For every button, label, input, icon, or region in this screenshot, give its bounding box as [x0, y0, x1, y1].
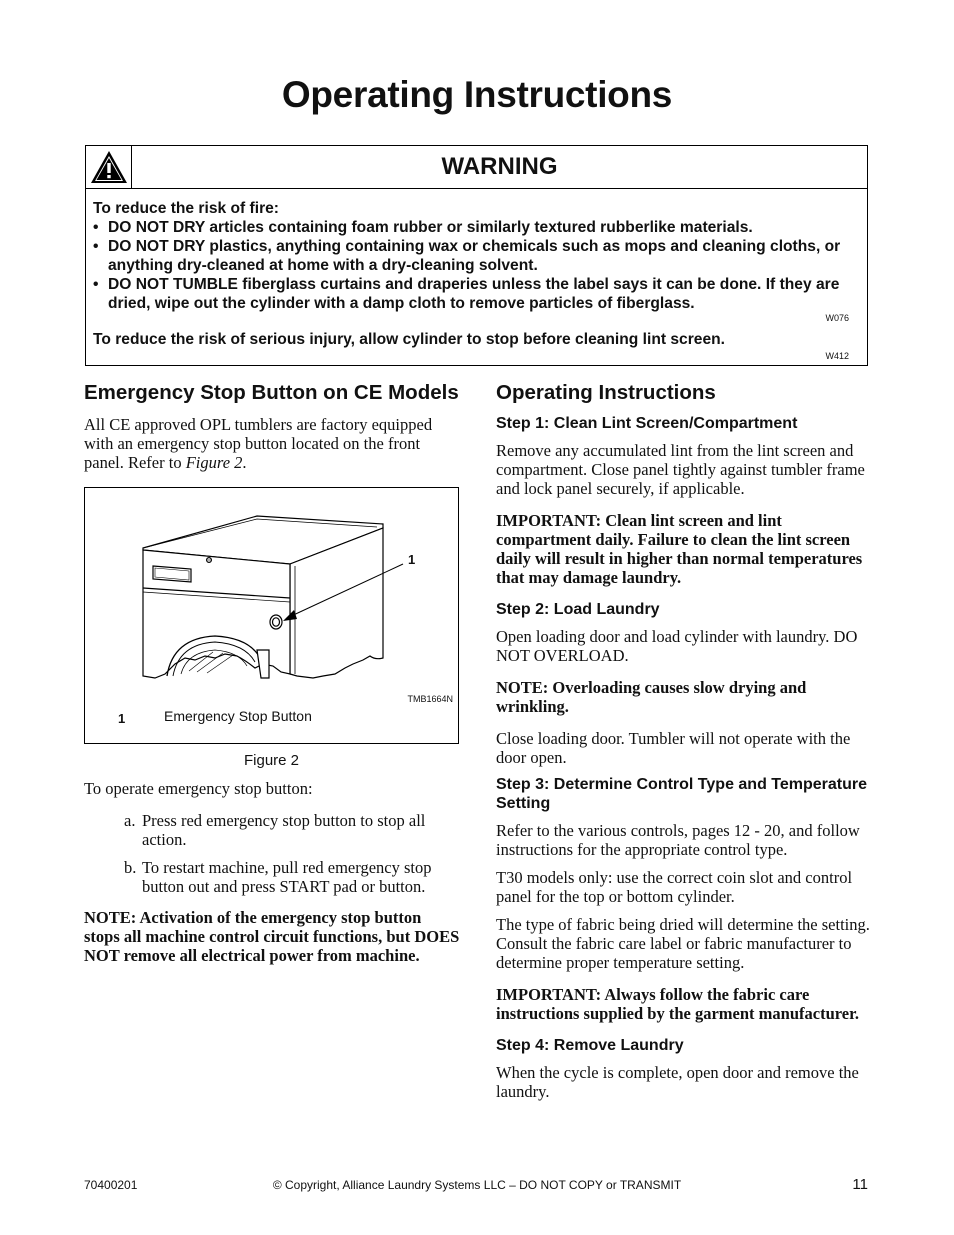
step3-heading: Step 3: Determine Control Type and Temperature Setting — [496, 776, 868, 812]
figure-callout-marker: 1 — [408, 552, 416, 567]
footer — [84, 1176, 870, 1196]
operate-steps — [84, 811, 460, 896]
warning-icon-cell — [86, 146, 132, 188]
step3-text2: T30 models only: use the correct coin slot and control panel for the top or bottom cylinder. — [496, 868, 853, 906]
warning-body — [93, 199, 851, 313]
figure-caption: Figure 2 — [243, 752, 300, 769]
warning-item: • DO NOT DRY plastics, anything containing wax or chemicals such as mops and cleaning cloths, or anything dry-cleaned at home with a dry-cleaning solvent. — [93, 237, 851, 275]
step1-heading: Step 1: Clean Lint Screen/Compartment — [496, 415, 798, 432]
intro-text: All CE approved OPL tumblers are factory equipped with an emergency stop button located on the front panel. Refer to — [84, 415, 433, 472]
warning-list — [93, 218, 851, 313]
tumbler-illustration — [85, 488, 458, 743]
warning-injury-code: W412 — [825, 351, 849, 361]
operate-step — [124, 811, 460, 849]
step-text: Press red emergency stop button to stop all action. — [142, 811, 426, 849]
step1-important: IMPORTANT: Clean lint screen and lint compartment daily. Failure to clean the lint screen daily will result in higher than normal temperatures that may damage laundry. — [496, 511, 863, 587]
figure-code: TMB1664N — [407, 694, 453, 704]
intro-end: . — [242, 453, 247, 472]
step4-heading: Step 4: Remove Laundry — [496, 1037, 684, 1054]
left-column — [84, 380, 460, 978]
step4-text: When the cycle is complete, open door and remove the laundry. — [496, 1063, 859, 1101]
operate-step — [124, 858, 460, 896]
step2-note: NOTE: Overloading causes slow drying and wrinkling. — [496, 678, 807, 716]
step2-heading: Step 2: Load Laundry — [496, 601, 660, 618]
step-marker: a. — [124, 811, 136, 830]
copyright-notice: © Copyright, Alliance Laundry Systems LLC – DO NOT COPY or TRANSMIT — [272, 1178, 682, 1192]
step-text: To restart machine, pull red emergency stop button out and press START pad or button. — [142, 858, 432, 896]
page-number: 11 — [852, 1176, 868, 1193]
figure-2 — [84, 487, 459, 744]
emergency-stop-note: NOTE: Activation of the emergency stop button stops all machine control circuit functions, but DOES NOT remove all electrical power from machine. — [84, 908, 460, 965]
callout-number: 1 — [118, 711, 126, 726]
step2-text: Open loading door and load cylinder with laundry. DO NOT OVERLOAD. — [496, 627, 858, 665]
emergency-stop-heading: Emergency Stop Button on CE Models — [84, 381, 459, 404]
step2-text2: Close loading door. Tumbler will not operate with the door open. — [496, 729, 851, 767]
warning-box — [85, 145, 868, 366]
step3-text3: The type of fabric being dried will determine the setting. Consult the fabric care label or fabric manufacturer to determine proper temperature setting. — [496, 915, 870, 972]
warning-triangle-icon — [90, 150, 128, 184]
step-marker: b. — [124, 858, 137, 877]
operating-instructions-heading: Operating Instructions — [496, 381, 716, 404]
page-title: Operating Instructions — [281, 74, 673, 115]
figure-reference[interactable]: Figure 2 — [185, 453, 243, 472]
warning-injury-text: To reduce the risk of serious injury, allow cylinder to stop before cleaning lint screen. — [93, 331, 725, 348]
callout-label: Emergency Stop Button — [164, 708, 312, 724]
warning-fire-code: W076 — [825, 313, 849, 323]
warning-item: • DO NOT TUMBLE fiberglass curtains and draperies unless the label says it can be done. If they are dried, wipe out the cylinder with a damp cloth to remove particles of fiberglass. — [93, 275, 851, 313]
emergency-stop-intro — [84, 415, 460, 472]
operate-intro: To operate emergency stop button: — [84, 779, 313, 798]
doc-number: 70400201 — [84, 1178, 138, 1192]
warning-title: WARNING — [441, 153, 558, 180]
warning-header — [86, 146, 867, 189]
step1-text: Remove any accumulated lint from the lint screen and compartment. Close panel tightly against tumbler frame and lock panel securely, if applicable. — [496, 441, 865, 498]
right-column — [496, 380, 870, 1114]
warning-item: • DO NOT DRY articles containing foam rubber or similarly textured rubberlike materials. — [93, 218, 851, 237]
step3-important: IMPORTANT: Always follow the fabric care instructions supplied by the garment manufacturer. — [496, 985, 860, 1023]
step3-text1: Refer to the various controls, pages 12 - 20, and follow instructions for the appropriate control type. — [496, 821, 860, 859]
warning-fire-intro: To reduce the risk of fire: — [93, 200, 280, 217]
